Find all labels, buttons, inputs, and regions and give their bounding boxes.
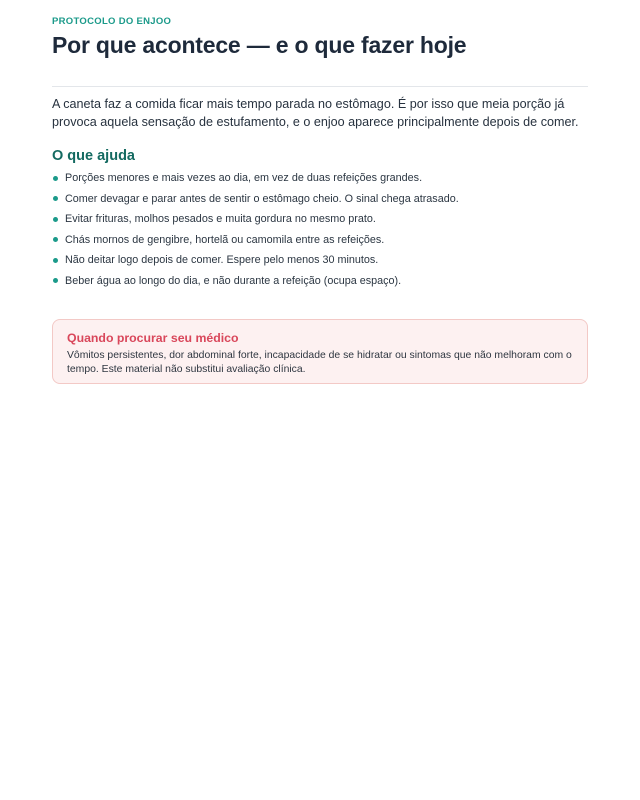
bullet-icon xyxy=(53,176,58,181)
tips-list xyxy=(52,170,588,294)
intro-paragraph: A caneta faz a comida ficar mais tempo parada no estômago. É por isso que meia porção já provoca aquela sensação de estufamento, e o enjoo aparece principalmente depois de comer. xyxy=(52,97,579,129)
bullet-icon xyxy=(53,237,58,242)
list-item-text: Evitar frituras, molhos pesados e muita gordura no mesmo prato. xyxy=(65,213,376,226)
bullet-icon xyxy=(53,217,58,222)
list-item xyxy=(52,211,588,232)
eyebrow-label: PROTOCOLO DO ENJOO xyxy=(52,16,172,27)
bullet-icon xyxy=(53,258,58,263)
section-title-help: O que ajuda xyxy=(52,148,135,164)
doctor-alert-box xyxy=(52,319,588,384)
alert-text: Vômitos persistentes, dor abdominal forte, incapacidade de se hidratar ou sintomas que não melhoram com o tempo. Este material não substitui avaliação clínica. xyxy=(67,350,572,375)
list-item xyxy=(52,170,588,191)
page-title: Por que acontece — e o que fazer hoje xyxy=(52,32,467,58)
list-item-text: Porções menores e mais vezes ao dia, em vez de duas refeições grandes. xyxy=(65,172,423,184)
list-item-text: Beber água ao longo do dia, e não durante a refeição (ocupa espaço). xyxy=(65,274,402,287)
list-item-text: Não deitar logo depois de comer. Espere pelo menos 30 minutos. xyxy=(65,254,379,267)
list-item-text: Comer devagar e parar antes de sentir o estômago cheio. O sinal chega atrasado. xyxy=(65,192,459,205)
list-item xyxy=(52,252,588,273)
list-item xyxy=(52,191,588,212)
divider xyxy=(52,86,588,87)
list-item-text: Chás mornos de gengibre, hortelã ou camomila entre as refeições. xyxy=(65,233,385,246)
list-item xyxy=(52,232,588,253)
bullet-icon xyxy=(53,196,58,201)
bullet-icon xyxy=(53,278,58,283)
alert-title: Quando procurar seu médico xyxy=(67,331,239,345)
list-item xyxy=(52,273,588,294)
